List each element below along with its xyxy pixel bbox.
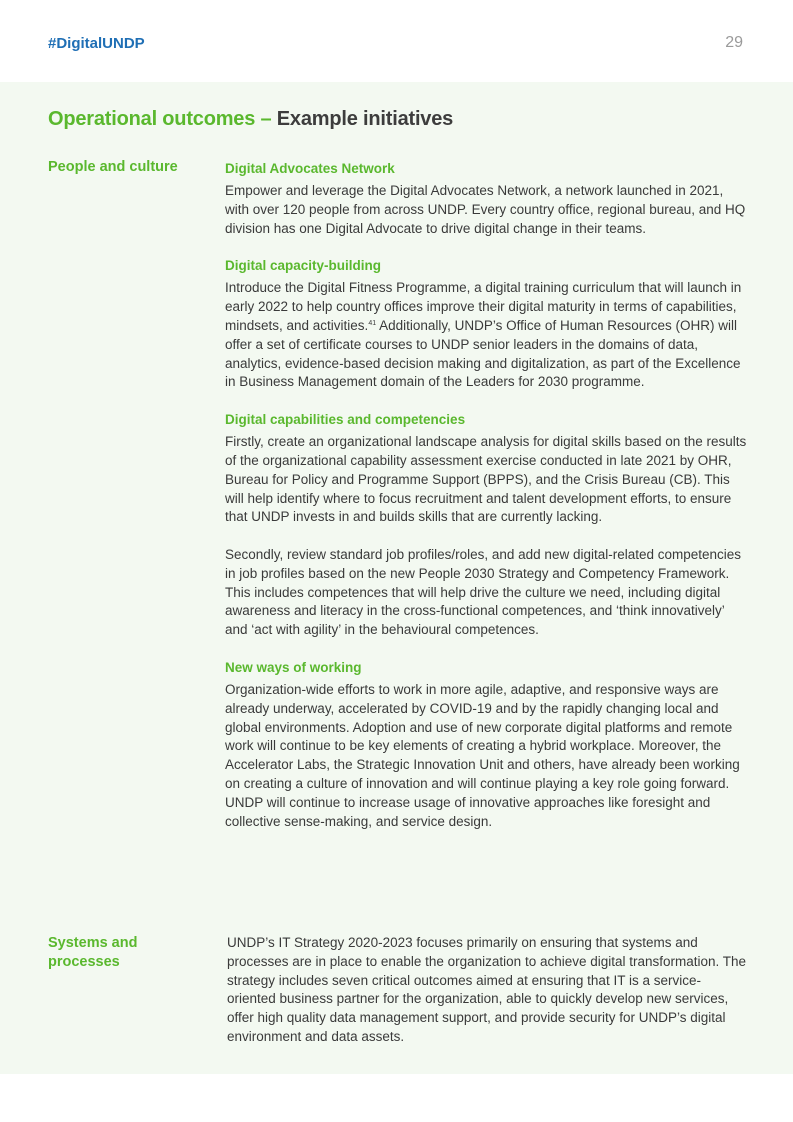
section-label-systems-processes: Systems and processes <box>48 935 138 970</box>
title-dark: Example initiatives <box>276 108 454 130</box>
page-title <box>48 108 453 131</box>
paragraph-capacity-building-a: Introduce the Digital Fitness Programme, a digital training curriculum that will launch in early 2022 to help country offices improve their digital maturity in terms of capabilities, mindsets, and activities. <box>225 280 742 333</box>
subheading-capabilities-competencies: Digital capabilities and competencies <box>225 412 466 428</box>
section-label-people-culture: People and culture <box>48 159 178 175</box>
page-header <box>0 0 793 82</box>
paragraph-capabilities-2: Secondly, review standard job profiles/roles, and add new digital-related competencies in job profiles based on the new People 2030 Strategy and Competency Framework. This includes competences that will help drive the culture we need, including digital awareness and literacy in the cross-functional competences, and ‘think innovatively’ and ‘act with agility’ in the behavioural competences. <box>225 546 742 638</box>
item-capabilities-competencies <box>225 411 747 640</box>
title-green: Operational outcomes – <box>48 108 277 130</box>
subheading-capacity-building: Digital capacity-building <box>225 258 382 274</box>
paragraph-capacity-building <box>225 279 747 392</box>
subheading-new-ways-of-working: New ways of working <box>225 659 362 675</box>
paragraph-systems-processes: UNDP’s IT Strategy 2020-2023 focuses primarily on ensuring that systems and processes are in place to enable the organization to achieve digital transformation. The strategy includes seven critical outcomes aimed at ensuring that IT is a service-oriented business partner for the organization, able to quickly develop new services, offer high quality data management support, and provide security for UNDP’s digital environment and data assets. <box>227 935 747 1044</box>
item-digital-advocates <box>225 160 747 238</box>
paragraph-new-ways-of-working: Organization-wide efforts to work in more agile, adaptive, and responsive ways are already underway, accelerated by COVID-19 and by the rapidly changing local and global environments. Adoption and use of new corporate digital platforms and remote work will continue to be key elements of creating a hybrid workplace. Moreover, the Accelerator Labs, the Strategic Innovation Unit and others, have already been working on creating a culture of innovation and will continue playing a key role going forward. UNDP will continue to increase usage of innovative approaches like foresight and collective sense-making, and service design. <box>225 681 740 829</box>
paragraph-capabilities-1: Firstly, create an organizational landscape analysis for digital skills based on the results of the organizational capability assessment exercise conducted in late 2021 by OHR, Bureau for Policy and Programme Support (BPPS), and the Crisis Bureau (CB). This will help identify where to focus recruitment and talent development efforts, to ensure that UNDP invests in and builds skills that are currently lacking. <box>225 434 747 525</box>
hashtag-label: #DigitalUNDP <box>48 35 145 52</box>
subheading-digital-advocates: Digital Advocates Network <box>225 161 395 176</box>
item-capacity-building <box>225 257 747 392</box>
paragraph-digital-advocates: Empower and leverage the Digital Advocates Network, a network launched in 2021, with over 120 people from across UNDP. Every country office, regional bureau, and HQ division has one Digital Advocate to drive digital change in their teams. <box>225 183 746 236</box>
paragraph-capacity-building-b: Additionally, UNDP’s Office of Human Resources (OHR) will offer a set of certificate courses to UNDP senior leaders in the domains of data, analytics, evidence-based decision making and digitalization, as part of the Excellence in Business Management domain of the Leaders for 2030 programme. <box>225 317 741 390</box>
section-systems-processes <box>227 934 749 1047</box>
footnote-marker: 41 <box>368 319 377 327</box>
item-new-ways-of-working <box>225 659 747 831</box>
page-number: 29 <box>725 34 743 51</box>
section-people-culture <box>225 160 747 831</box>
